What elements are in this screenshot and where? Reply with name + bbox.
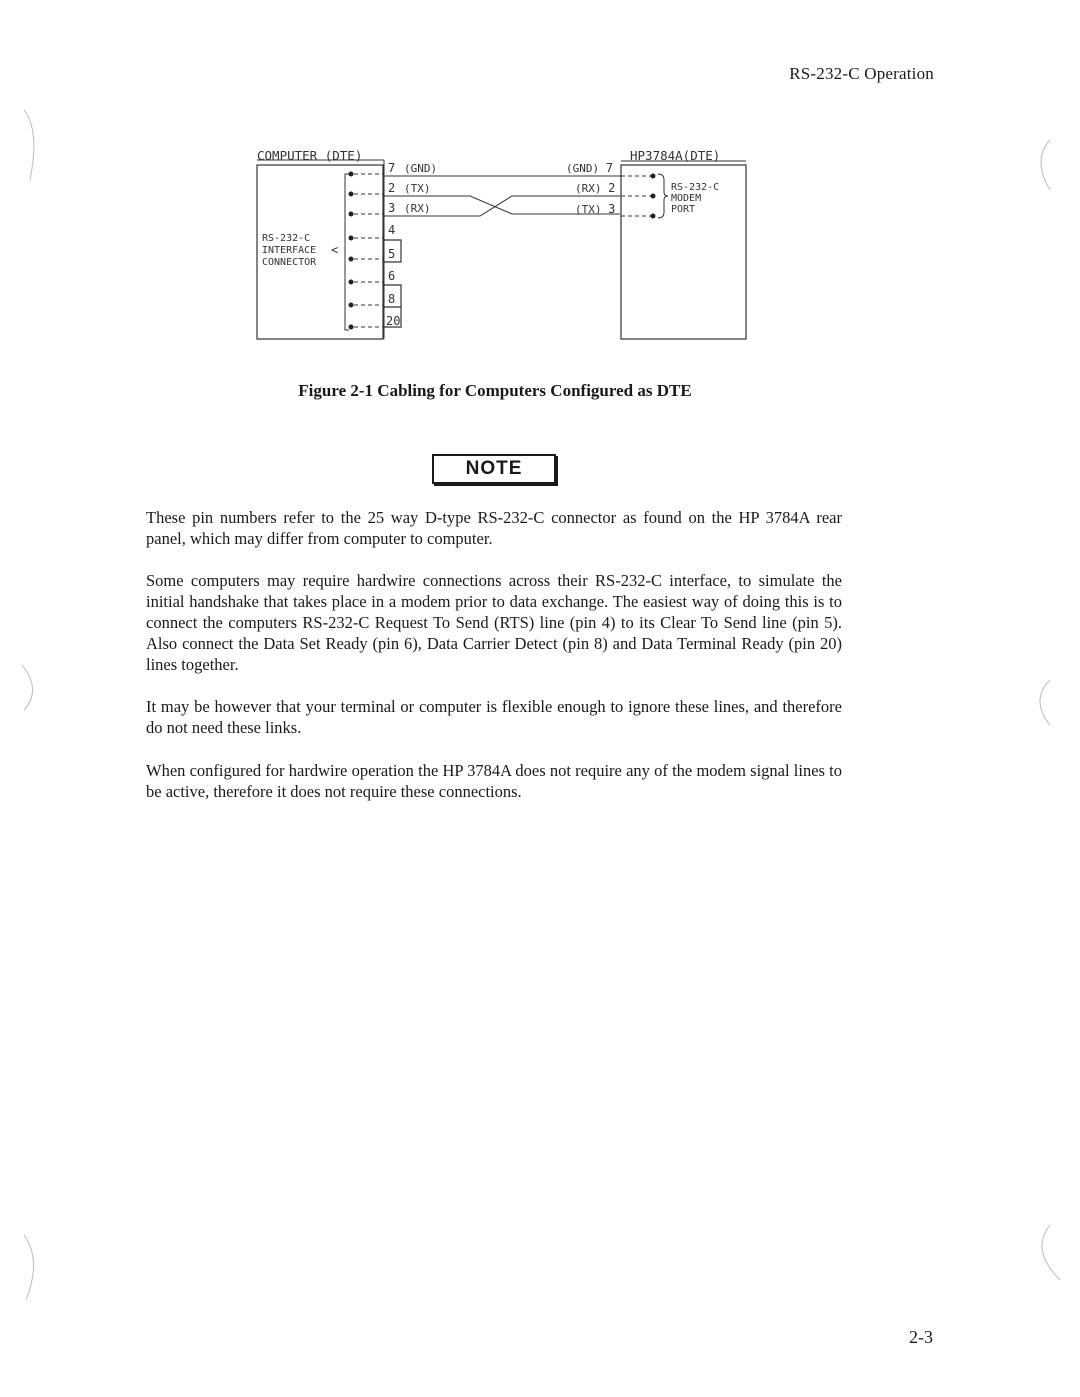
svg-text:3: 3 [388,201,396,215]
svg-text:(GND): (GND) [404,162,438,175]
svg-text:8: 8 [388,292,396,306]
paragraph-hardwire-operation: When configured for hardwire operation the HP 3784A does not require any of the modem signal lines to be active, therefore it does not require these connections. [146,761,842,801]
svg-text:4: 4 [388,223,396,237]
port-label-3: PORT [671,204,696,215]
right-pin-7: (GND) 7 [566,161,613,175]
port-label-1: RS-232-C [671,182,720,193]
figure-caption: Figure 2-1 Cabling for Computers Configured as DTE [298,381,692,400]
connector-label-2: INTERFACE [262,245,317,256]
svg-text:20: 20 [386,314,401,328]
right-pin-2: (RX) 2 [575,181,616,195]
paragraph-flexible-terminal: It may be however that your terminal or computer is flexible enough to ignore these lines, and therefore do not need these links. [146,697,842,737]
paragraph-hardwire-connections: Some computers may require hardwire connections across their RS-232-C interface, to simulate the initial handshake that takes place in a modem prior to data exchange. The easiest way of doing this is to connect the computers RS-232-C Request To Send (RTS) line (pin 4) to its Clear To Send line (pin 5). Also connect the Data Set Ready (pin 6), Data Carrier Detect (pin 8) and Data Terminal Ready (pin 20) lines together. [146,571,842,674]
connector-label-1: RS-232-C [262,233,311,244]
computer-title: COMPUTER (DTE) [257,148,363,163]
svg-text:7: 7 [388,161,396,175]
svg-text:6: 6 [388,269,396,283]
paragraph-pin-numbers: These pin numbers refer to the 25 way D-type RS-232-C connector as found on the HP 3784A rear panel, which may differ from computer to computer. [146,508,842,548]
connector-label-3: CONNECTOR [262,257,317,268]
note-heading: NOTE [432,454,556,484]
hp-title: HP3784A(DTE) [630,148,721,163]
svg-text:(TX): (TX) [404,182,431,195]
svg-text:5: 5 [388,247,396,261]
svg-text:2: 2 [388,181,396,195]
port-label-2: MODEM [671,193,702,204]
page-number: 2-3 [909,1327,933,1347]
right-pin-3: (TX) 3 [575,202,616,216]
running-header: RS-232-C Operation [789,64,934,83]
svg-text:(RX): (RX) [404,202,431,215]
connector-brace: < [331,243,339,257]
